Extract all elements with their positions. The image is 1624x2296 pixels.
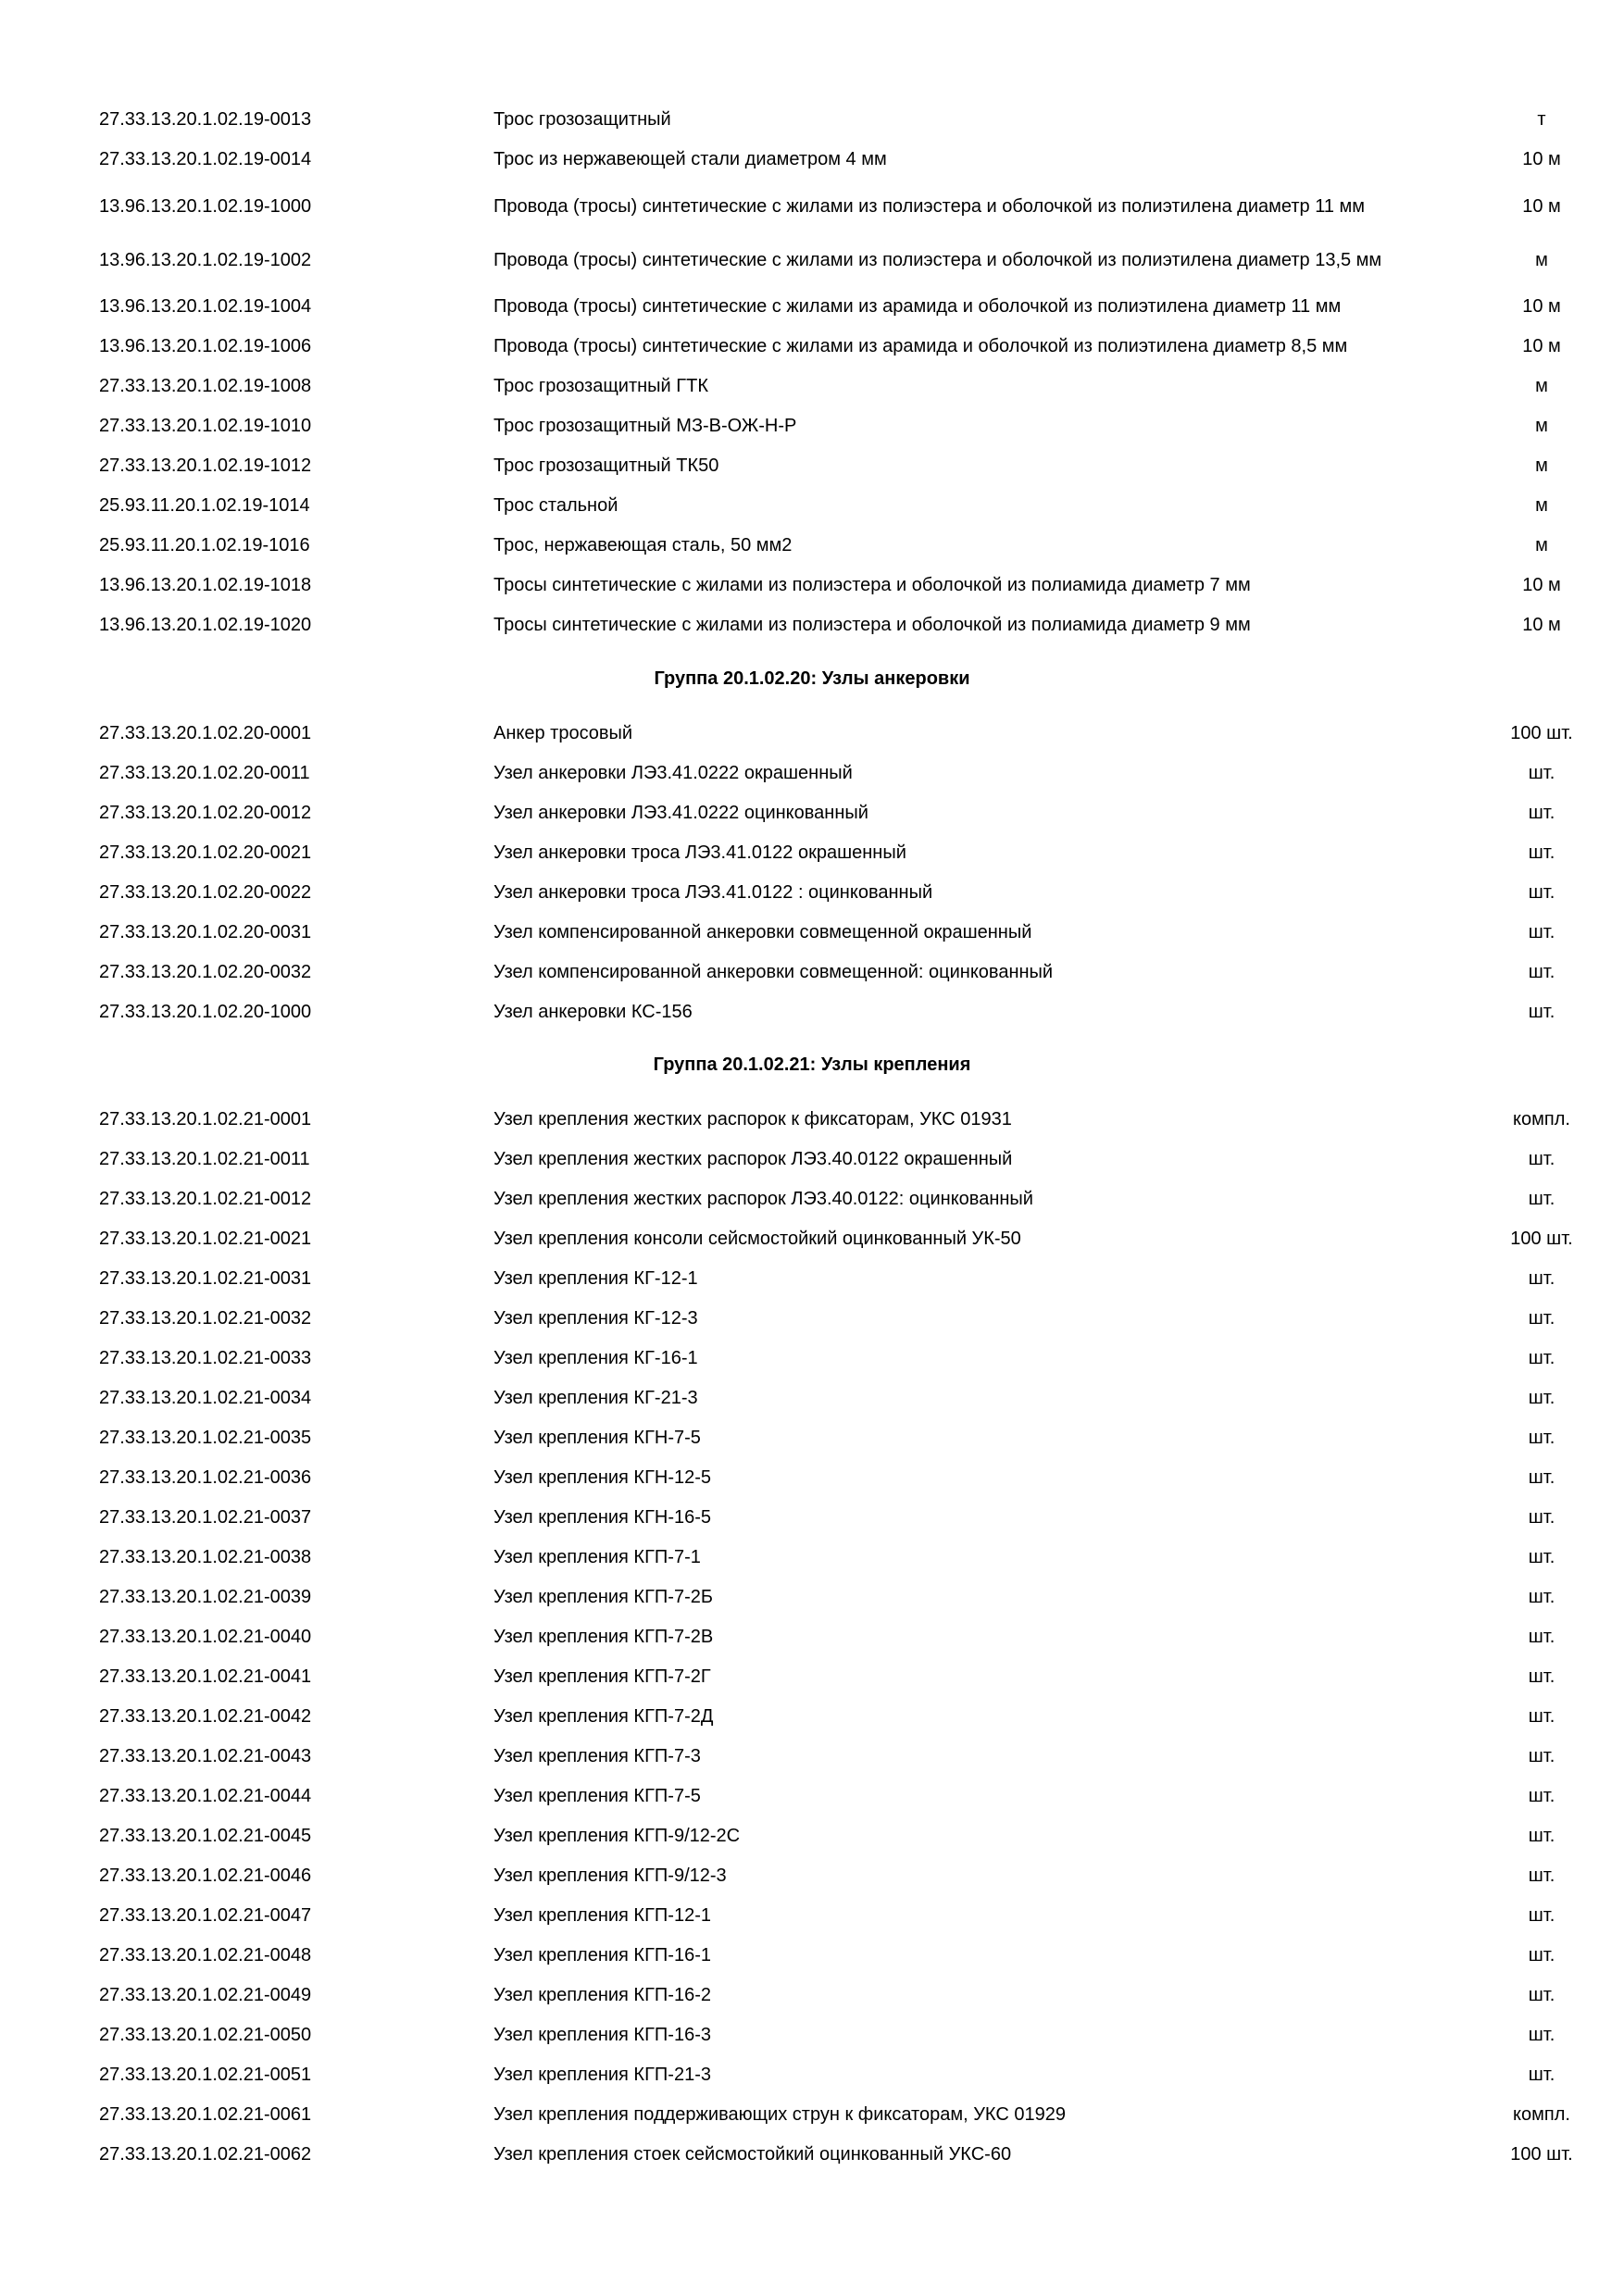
item-unit: 100 шт. — [1510, 1229, 1573, 1249]
item-name: Узел анкеровки ЛЭ3.41.0222 оцинкованный — [493, 803, 868, 823]
table-row — [0, 406, 1624, 446]
item-name: Узел крепления КГП-7-2В — [493, 1627, 714, 1647]
table-row — [0, 1617, 1624, 1657]
item-unit: 100 шт. — [1510, 2144, 1573, 2165]
item-name: Узел крепления КГП-7-5 — [493, 1786, 701, 1806]
item-unit: 100 шт. — [1510, 723, 1573, 743]
table-row — [0, 1777, 1624, 1816]
item-name: Узел крепления КГП-16-1 — [493, 1945, 711, 1965]
item-code: 27.33.13.20.1.02.20-0001 — [99, 723, 312, 743]
item-name: Узел крепления КГП-7-2Б — [493, 1587, 713, 1607]
table-row — [0, 180, 1624, 233]
item-unit: шт. — [1528, 1587, 1555, 1607]
item-code: 13.96.13.20.1.02.19-1018 — [99, 575, 312, 595]
item-unit: шт. — [1528, 2025, 1555, 2045]
group-heading: Группа 20.1.02.21: Узлы крепления — [653, 1054, 971, 1075]
item-code: 27.33.13.20.1.02.21-0062 — [99, 2144, 312, 2165]
item-unit: м — [1535, 495, 1548, 516]
table-row — [0, 1816, 1624, 1856]
item-name: Узел крепления КГП-7-2Д — [493, 1706, 714, 1727]
item-code: 27.33.13.20.1.02.21-0037 — [99, 1507, 312, 1528]
item-name: Узел крепления КГ-12-1 — [493, 1268, 698, 1289]
item-unit: 10 м — [1522, 149, 1561, 169]
item-code: 25.93.11.20.1.02.19-1014 — [99, 495, 310, 516]
item-code: 27.33.13.20.1.02.21-0011 — [99, 1149, 310, 1169]
item-code: 27.33.13.20.1.02.21-0012 — [99, 1189, 312, 1209]
item-unit: шт. — [1528, 922, 1555, 942]
item-code: 27.33.13.20.1.02.19-0014 — [99, 149, 312, 169]
item-name: Узел крепления КГП-12-1 — [493, 1905, 711, 1926]
item-name: Узел анкеровки ЛЭ3.41.0222 окрашенный — [493, 763, 853, 783]
table-row — [0, 1538, 1624, 1578]
item-name: Трос стальной — [493, 495, 618, 516]
item-code: 13.96.13.20.1.02.19-1006 — [99, 336, 312, 356]
item-name: Узел крепления КГН-16-5 — [493, 1507, 712, 1528]
item-unit: 10 м — [1522, 575, 1561, 595]
table-row — [0, 714, 1624, 754]
item-code: 27.33.13.20.1.02.19-1012 — [99, 455, 312, 476]
item-name: Провода (тросы) синтетические с жилами из арамида и оболочкой из полиэтилена диаметр 11 мм — [493, 296, 1342, 317]
table-row — [0, 140, 1624, 180]
table-row — [0, 1578, 1624, 1617]
item-unit: компл. — [1513, 2104, 1570, 2125]
table-row — [0, 2055, 1624, 2095]
item-unit: 10 м — [1522, 296, 1561, 317]
table-row — [0, 100, 1624, 140]
item-code: 27.33.13.20.1.02.21-0033 — [99, 1348, 312, 1368]
item-unit: шт. — [1528, 1428, 1555, 1448]
item-code: 27.33.13.20.1.02.20-0012 — [99, 803, 312, 823]
item-code: 13.96.13.20.1.02.19-1002 — [99, 250, 312, 270]
item-unit: шт. — [1528, 1547, 1555, 1567]
table-row — [0, 2015, 1624, 2055]
item-code: 27.33.13.20.1.02.21-0001 — [99, 1109, 312, 1129]
item-code: 27.33.13.20.1.02.21-0039 — [99, 1587, 312, 1607]
table-row — [0, 486, 1624, 526]
item-unit: шт. — [1528, 882, 1555, 903]
item-name: Узел анкеровки троса ЛЭ3.41.0122 окрашенный — [493, 842, 906, 863]
item-unit: шт. — [1528, 1826, 1555, 1846]
item-unit: шт. — [1528, 2065, 1555, 2085]
table-row — [0, 1936, 1624, 1976]
item-name: Узел крепления КГП-7-3 — [493, 1746, 701, 1766]
item-code: 13.96.13.20.1.02.19-1004 — [99, 296, 312, 317]
item-name: Узел крепления КГ-12-3 — [493, 1308, 698, 1329]
item-unit: т — [1537, 109, 1546, 130]
table-row — [0, 754, 1624, 793]
item-code: 27.33.13.20.1.02.21-0048 — [99, 1945, 312, 1965]
item-name: Узел крепления стоек сейсмостойкий оцинкованный УКС-60 — [493, 2144, 1012, 2165]
table-row — [0, 1976, 1624, 2015]
item-name: Трос из нержавеющей стали диаметром 4 мм — [493, 149, 887, 169]
item-unit: шт. — [1528, 1627, 1555, 1647]
item-unit: шт. — [1528, 1388, 1555, 1408]
table-row — [0, 913, 1624, 953]
item-name: Узел крепления консоли сейсмостойкий оцинкованный УК-50 — [493, 1229, 1021, 1249]
item-code: 27.33.13.20.1.02.20-0011 — [99, 763, 310, 783]
table-row — [0, 1458, 1624, 1498]
item-unit: шт. — [1528, 1268, 1555, 1289]
table-row — [0, 793, 1624, 833]
item-name: Узел компенсированной анкеровки совмещенной окрашенный — [493, 922, 1032, 942]
item-unit: шт. — [1528, 1786, 1555, 1806]
item-code: 27.33.13.20.1.02.21-0042 — [99, 1706, 312, 1727]
item-code: 27.33.13.20.1.02.21-0046 — [99, 1866, 312, 1886]
item-name: Провода (тросы) синтетические с жилами из полиэстера и оболочкой из полиэтилена диаметр 11 мм — [493, 195, 1366, 217]
item-code: 27.33.13.20.1.02.21-0021 — [99, 1229, 312, 1249]
item-code: 27.33.13.20.1.02.21-0044 — [99, 1786, 312, 1806]
item-code: 27.33.13.20.1.02.21-0032 — [99, 1308, 312, 1329]
item-unit: шт. — [1528, 1308, 1555, 1329]
item-unit: шт. — [1528, 1189, 1555, 1209]
table-row — [0, 1140, 1624, 1179]
table-row — [0, 1179, 1624, 1219]
item-code: 27.33.13.20.1.02.20-0022 — [99, 882, 312, 903]
item-name: Узел крепления КГП-9/12-2С — [493, 1826, 741, 1846]
item-name: Трос грозозащитный ТК50 — [493, 455, 719, 476]
table-row — [0, 1856, 1624, 1896]
item-code: 27.33.13.20.1.02.19-1008 — [99, 376, 312, 396]
item-unit: 10 м — [1522, 336, 1561, 356]
item-name: Узел крепления КГН-7-5 — [493, 1428, 701, 1448]
item-unit: компл. — [1513, 1109, 1570, 1129]
item-name: Трос грозозащитный МЗ-В-ОЖ-Н-Р — [493, 416, 797, 436]
table-row — [0, 1219, 1624, 1259]
table-row — [0, 1737, 1624, 1777]
item-code: 27.33.13.20.1.02.21-0041 — [99, 1666, 312, 1687]
item-unit: шт. — [1528, 1002, 1555, 1022]
item-code: 27.33.13.20.1.02.21-0051 — [99, 2065, 312, 2085]
item-name: Узел крепления КГП-16-2 — [493, 1985, 711, 2005]
item-name: Узел крепления КГН-12-5 — [493, 1467, 712, 1488]
item-unit: шт. — [1528, 842, 1555, 863]
table-row — [0, 1418, 1624, 1458]
table-row — [0, 1697, 1624, 1737]
item-code: 27.33.13.20.1.02.20-1000 — [99, 1002, 312, 1022]
item-unit: м — [1535, 376, 1548, 396]
item-code: 27.33.13.20.1.02.21-0034 — [99, 1388, 312, 1408]
item-code: 27.33.13.20.1.02.21-0036 — [99, 1467, 312, 1488]
table-row — [0, 1339, 1624, 1379]
item-name: Узел крепления КГП-7-2Г — [493, 1666, 711, 1687]
item-unit: шт. — [1528, 1467, 1555, 1488]
item-unit: шт. — [1528, 803, 1555, 823]
item-name: Узел крепления поддерживающих струн к фиксаторам, УКС 01929 — [493, 2104, 1066, 2125]
item-code: 25.93.11.20.1.02.19-1016 — [99, 535, 310, 555]
table-row — [0, 233, 1624, 287]
item-name: Тросы синтетические с жилами из полиэстера и оболочкой из полиамида диаметр 9 мм — [493, 615, 1251, 635]
item-name: Узел крепления жестких распорок к фиксаторам, УКС 01931 — [493, 1109, 1012, 1129]
group-heading: Группа 20.1.02.20: Узлы анкеровки — [654, 668, 970, 689]
item-name: Узел крепления КГ-16-1 — [493, 1348, 698, 1368]
item-code: 27.33.13.20.1.02.19-1010 — [99, 416, 312, 436]
item-code: 13.96.13.20.1.02.19-1020 — [99, 615, 312, 635]
item-name: Узел компенсированной анкеровки совмещенной: оцинкованный — [493, 962, 1054, 982]
item-name: Узел крепления жестких распорок ЛЭ3.40.0122: оцинкованный — [493, 1189, 1033, 1209]
table-row — [0, 605, 1624, 645]
item-unit: шт. — [1528, 1348, 1555, 1368]
item-name: Узел крепления КГП-21-3 — [493, 2065, 711, 2085]
table-row — [0, 873, 1624, 913]
table-row — [0, 833, 1624, 873]
item-code: 27.33.13.20.1.02.20-0021 — [99, 842, 312, 863]
item-unit: м — [1535, 416, 1548, 436]
table-row — [0, 1498, 1624, 1538]
item-code: 27.33.13.20.1.02.19-0013 — [99, 109, 312, 130]
item-name: Трос грозозащитный ГТК — [493, 376, 708, 396]
item-name: Узел крепления КГП-16-3 — [493, 2025, 711, 2045]
item-unit: шт. — [1528, 1905, 1555, 1926]
table-row — [0, 287, 1624, 327]
item-name: Узел крепления жестких распорок ЛЭ3.40.0122 окрашенный — [493, 1149, 1013, 1169]
table-row — [0, 1100, 1624, 1140]
table-row — [0, 1657, 1624, 1697]
item-code: 27.33.13.20.1.02.21-0045 — [99, 1826, 312, 1846]
item-unit: шт. — [1528, 1706, 1555, 1727]
table-row — [0, 2135, 1624, 2175]
item-name: Тросы синтетические с жилами из полиэстера и оболочкой из полиамида диаметр 7 мм — [493, 575, 1251, 595]
item-name: Провода (тросы) синтетические с жилами из полиэстера и оболочкой из полиэтилена диаметр 13,5 мм — [493, 249, 1382, 270]
item-code: 27.33.13.20.1.02.21-0043 — [99, 1746, 312, 1766]
item-unit: шт. — [1528, 1945, 1555, 1965]
table-row — [0, 1259, 1624, 1299]
item-code: 27.33.13.20.1.02.21-0061 — [99, 2104, 312, 2125]
item-code: 27.33.13.20.1.02.21-0047 — [99, 1905, 312, 1926]
item-code: 27.33.13.20.1.02.20-0031 — [99, 922, 312, 942]
item-unit: шт. — [1528, 1666, 1555, 1687]
item-name: Узел крепления КГ-21-3 — [493, 1388, 698, 1408]
item-unit: 10 м — [1522, 615, 1561, 635]
item-name: Анкер тросовый — [493, 723, 633, 743]
item-name: Узел анкеровки троса ЛЭ3.41.0122 : оцинкованный — [493, 882, 933, 903]
table-row — [0, 367, 1624, 406]
item-unit: м — [1535, 250, 1548, 270]
table-row — [0, 446, 1624, 486]
table-row — [0, 2095, 1624, 2135]
item-name: Узел крепления КГП-9/12-3 — [493, 1866, 727, 1886]
item-unit: шт. — [1528, 1866, 1555, 1886]
table-row — [0, 1379, 1624, 1418]
item-name: Провода (тросы) синтетические с жилами из арамида и оболочкой из полиэтилена диаметр 8,5 мм — [493, 336, 1348, 356]
item-name: Узел анкеровки КС-156 — [493, 1002, 693, 1022]
item-code: 27.33.13.20.1.02.21-0049 — [99, 1985, 312, 2005]
table-row — [0, 526, 1624, 566]
table-row — [0, 992, 1624, 1032]
item-unit: 10 м — [1522, 196, 1561, 217]
item-name: Узел крепления КГП-7-1 — [493, 1547, 701, 1567]
item-unit: шт. — [1528, 962, 1555, 982]
table-row — [0, 566, 1624, 605]
table-row — [0, 327, 1624, 367]
item-unit: шт. — [1528, 1746, 1555, 1766]
item-code: 27.33.13.20.1.02.21-0050 — [99, 2025, 312, 2045]
item-name: Трос, нержавеющая сталь, 50 мм2 — [493, 535, 793, 555]
item-unit: шт. — [1528, 1985, 1555, 2005]
item-unit: м — [1535, 535, 1548, 555]
item-unit: шт. — [1528, 1149, 1555, 1169]
item-code: 27.33.13.20.1.02.21-0031 — [99, 1268, 312, 1289]
table-row — [0, 1896, 1624, 1936]
item-unit: м — [1535, 455, 1548, 476]
item-code: 13.96.13.20.1.02.19-1000 — [99, 196, 312, 217]
item-unit: шт. — [1528, 1507, 1555, 1528]
table-row — [0, 1299, 1624, 1339]
table-row — [0, 953, 1624, 992]
item-code: 27.33.13.20.1.02.20-0032 — [99, 962, 312, 982]
item-unit: шт. — [1528, 763, 1555, 783]
item-code: 27.33.13.20.1.02.21-0035 — [99, 1428, 312, 1448]
item-name: Трос грозозащитный — [493, 109, 671, 130]
item-code: 27.33.13.20.1.02.21-0038 — [99, 1547, 312, 1567]
item-code: 27.33.13.20.1.02.21-0040 — [99, 1627, 312, 1647]
